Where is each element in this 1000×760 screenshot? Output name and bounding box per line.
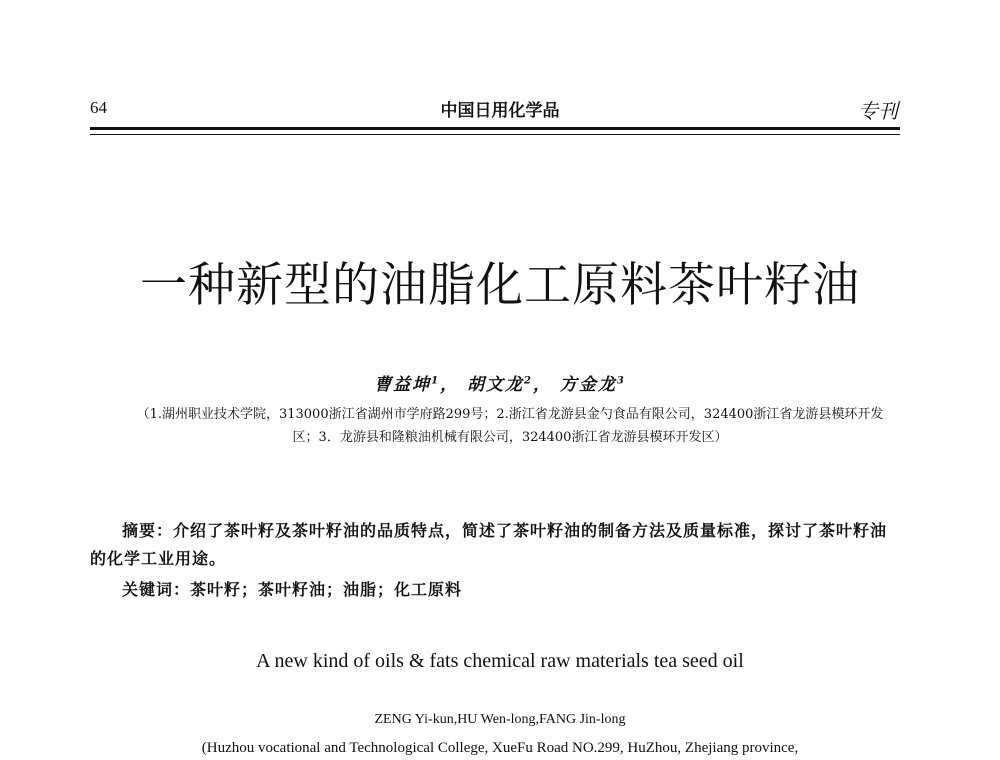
author-list: 曹益坤$^1$， 胡文龙$^2$， 方金龙$^3$ xyxy=(374,375,626,395)
page-number: 64 xyxy=(90,98,107,117)
header-rule-thin xyxy=(90,134,900,135)
keywords-label: 关键词： xyxy=(122,580,191,599)
abstract-cn xyxy=(90,517,902,573)
author-name: 胡文龙 xyxy=(467,375,525,395)
issue-label: 专刊 xyxy=(858,99,898,123)
keywords-text: 茶叶籽；茶叶籽油；油脂；化工原料 xyxy=(190,580,463,599)
keywords-cn xyxy=(122,577,462,600)
affiliation-cn: （1.湖州职业技术学院，313000浙江省湖州市学府路299号；2.浙江省龙游县金勺食品有限公司，324400浙江省龙游县模环开发区；3．龙游县和隆粮油机械有限公司，324400浙江省龙游县模环开发区） xyxy=(136,407,884,445)
author-name: 方金龙 xyxy=(559,375,617,395)
author-affiliation-mark: 2 xyxy=(524,375,533,387)
header-rule-thick xyxy=(90,127,900,130)
affiliation-en: (Huzhou vocational and Technological College, XueFu Road NO.299, HuZhou, Zhejiang province, xyxy=(201,740,799,756)
author-affiliation-mark: 1 xyxy=(431,375,441,387)
author-name: 曹益坤 xyxy=(374,375,432,395)
journal-name: 中国日用化学品 xyxy=(440,101,560,121)
abstract-text: 介绍了茶叶籽及茶叶籽油的品质特点，简述了茶叶籽油的制备方法及质量标准，探讨了茶叶籽油的化学工业用途。 xyxy=(90,521,888,568)
article-title: 一种新型的油脂化工原料茶叶籽油 xyxy=(140,258,860,313)
abstract-label: 摘要： xyxy=(122,521,174,540)
article-title-en: A new kind of oils & fats chemical raw materials tea seed oil xyxy=(256,650,744,672)
author-affiliation-mark: 3 xyxy=(616,375,626,387)
authors-en: ZENG Yi-kun,HU Wen-long,FANG Jin-long xyxy=(374,712,626,727)
